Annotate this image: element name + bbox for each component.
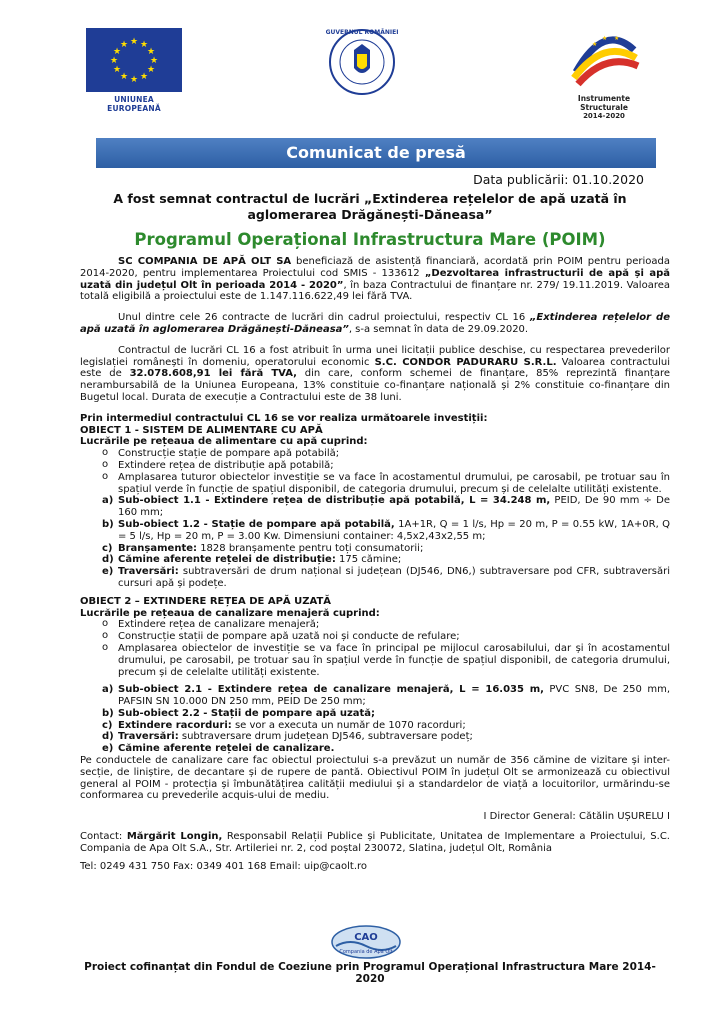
investments-intro: Prin intermediul contractului CL 16 se vor realiza următoarele investiții: [80,412,488,424]
item-text: 175 cămine; [335,554,402,566]
structural-instruments-icon [564,28,644,88]
item-title: Cămine aferente rețelei de distribuție: [118,554,336,566]
contact-line [80,831,670,855]
object2-heading: OBIECT 2 – EXTINDERE REȚEA DE APĂ UZATĂ [80,595,332,607]
item-letter: b) [102,707,114,719]
romanian-government-logo [326,24,398,104]
item-text: se vor a executa un număr de 1070 racorduri; [231,719,466,731]
contact-details: Responsabil Relații Publice și Publicitate, Unitatea de Implementare a Proiectului, S.C. Compania de Apa Olt S.A., Str. Artileriei nr. 2, cod poștal 230072, Slatina, județul Olt, România [80,831,670,854]
svg-text:★: ★ [139,72,149,82]
list-item [102,566,670,590]
cofinancing-footer: Proiect cofinanțat din Fondul de Coeziune prin Programul Operațional Infrastructura Mare 2014-2020 [84,961,656,985]
object2-bullets [80,619,670,678]
list-item [102,495,670,519]
publication-date: Data publicării: 01.10.2020 [473,172,644,187]
instrumente-structurale-logo [556,28,652,120]
eu-logo-caption: UNIUNEA EUROPEANĂ [107,95,161,113]
paragraph-text: beneficiază de asistență financiară, acordată prin POIM pentru perioada 2014-2020, pentru implementarea Proiectului cod SMIS - 133612 [80,256,670,279]
eu-logo [86,28,182,113]
item-title: Sub-obiect 2.2 - Stații de pompare apă uzată; [118,707,376,719]
paragraph-text: Unul dintre cele 26 contracte de lucrări din cadrul proiectului, respectiv CL 16 [118,312,530,324]
item-letter: a) [102,495,114,507]
director-signature: I Director General: Cătălin UȘURELU I [483,811,670,823]
list-item: o Amplasarea obiectelor de investiție se va face în principal pe mijlocul carosabilului, dar și în acostamentul drumului, pe carosabil, pe trotuar sau în spațiul verde în funcție de spațiul disponibil, de categoria drumului, precum și de celelalte utilități existente. [102,643,670,678]
item-text: subtraversare drum județean DJ546, subtraversare podeț; [178,731,473,743]
item-text: subtraversări de drum național si județean (DJ546, DN6,) subtraversare pod CFR, subtraversări cursuri apă și podețe. [118,566,670,589]
svg-text:★: ★ [119,40,129,50]
government-seal-icon [326,24,398,104]
list-item: o Construcție stații de pompare apă uzată noi și conducte de refulare; [102,631,670,643]
contract-value: 32.078.608,91 lei fără TVA, [129,368,297,380]
contact-label: Contact: [80,831,127,843]
contact-name: Mărgărit Longin, [126,831,223,843]
svg-text:★: ★ [602,35,608,42]
object1-bullets [80,448,670,495]
company-name: SC COMPANIA DE APĂ OLT SA [118,256,292,267]
list-item [102,731,670,743]
paragraph-text: Contractul de lucrări CL 16 a fost atribuit în urma unei licitații publice deschise, cu respectarea prevederilor legislației românești în domeniu, operatorului economic [80,344,670,368]
svg-text:★: ★ [129,37,139,47]
page-title: A fost semnat contractul de lucrări „Extinderea rețelelor de apă uzată în aglomerarea Drăgănești-Dăneasa” [113,191,627,222]
svg-text:★: ★ [112,65,122,75]
item-letter: d) [102,731,114,743]
list-item [102,743,670,755]
paragraph-contract-signed [80,312,670,336]
eu-flag-icon [86,28,182,92]
svg-text:★: ★ [146,47,156,57]
list-item: o Amplasarea tuturor obiectelor investiție se va face în acostamentul drumului, pe carosabil, pe trotuar sau în spațiul verde în funcție de spațiul disponibil, de categoria drumului, precum și de celelalte utilități existente. [102,472,670,496]
item-letter: a) [102,684,114,696]
item-text: PVC SN8, De 250 mm, PAFSIN SN 10.000 DN 250 mm, PEID De 250 mm; [118,684,671,708]
list-item: o Extindere rețea de canalizare menajeră; [102,619,670,631]
cao-water-logo-icon [330,924,402,960]
item-title: Traversări: [118,566,179,578]
svg-text:★: ★ [109,56,119,66]
object1-heading: OBIECT 1 - SISTEM DE ALIMENTARE CU APĂ [80,424,323,436]
svg-text:★: ★ [119,72,129,82]
object1-subheading: Lucrările pe rețeaua de alimentare cu apă cuprind: [80,436,368,448]
is-caption: Instrumente Structurale [577,94,631,112]
item-title: Sub-obiect 1.1 - Extindere rețea de distribuție apă potabilă, L = 34.248 m, [118,495,551,507]
list-item: o Construcție stație de pompare apă potabilă; [102,448,670,460]
paragraph-beneficiary [80,256,670,303]
item-letter: b) [102,518,114,530]
list-item [102,554,670,566]
list-item [102,543,670,555]
object1-items [80,495,670,589]
item-title: Sub-obiect 2.1 - Extindere rețea de canalizare menajeră, L = 16.035 m, [118,684,544,696]
paragraph-text: Valoarea contractului este de [80,356,670,380]
contractor-name: S.C. CONDOR PADURARU S.R.L. [374,356,557,368]
item-letter: e) [102,743,114,755]
list-item [102,720,670,732]
item-title: Branșamente: [118,542,198,554]
paragraph-text: din care, conform schemei de finanțare, 85% reprezintă finanțare nerambursabilă de la Uniunea Europeana, 13% constituie co-finanțare națională și 2% constituie co-finanțare din Bugetul local. Durata de execuție a Contractului este de 38 luni. [80,368,670,403]
item-text: PEID, De 90 mm ÷ De 160 mm; [118,495,670,519]
cao-caption: Compania de Apa Olt [339,949,393,955]
list-item: o Extindere rețea de distribuție apă potabilă; [102,460,670,472]
item-letter: e) [102,566,114,578]
svg-text:★: ★ [112,47,122,57]
paragraph-contract-award [80,345,670,404]
contact-block [80,831,670,872]
object2-subheading: Lucrările pe rețeaua de canalizare menajeră cuprind: [80,607,380,619]
list-item [102,519,670,543]
contract-name: „Extinderea rețelelor de apă uzată în aglomerarea Drăgănești-Dăneasa” [80,312,670,335]
contact-phone-line: Tel: 0249 431 750 Fax: 0349 401 168 Email: uip@caolt.ro [80,860,368,872]
paragraph-text: , în baza Contractului de finanțare nr. 279/ 19.11.2019. Valoarea totală eligibilă a proiectului este de 1.147.116.622,49 lei fără TVA. [80,279,670,303]
closing-paragraph: Pe conductele de canalizare care fac obiectul proiectului s-a prevăzut un număr de 356 cămine de vizitare și inter-secție, de liniștire, de decantare și de rupere de pantă. Obiectivul POIM în județul Olt se armonizează cu obiectivul general al POIM - protecția și îmbunătățirea calității mediului și a standardelor de viață a locuitorilor, urmărindu-se conformarea cu prevederile acquis-ului de mediu. [80,755,670,802]
item-title: Sub-obiect 1.2 - Stație de pompare apă potabilă, [118,518,395,530]
object2-items [80,684,670,755]
item-letter: d) [102,554,114,566]
cao-text: CAO [354,932,378,943]
list-item [102,708,670,720]
list-item [102,684,670,708]
svg-text:★: ★ [139,40,149,50]
item-text: 1A+1R, Q = 1 l/s, Hp = 20 m, P = 0.55 kW, 1A+0R, Q = 5 l/s, Hp = 20 m, P = 3.00 Kw. Dimensiuni container: 4,5x2,43x2,55 m; [118,518,671,542]
compania-apa-olt-logo [330,924,402,960]
svg-text:★: ★ [129,75,139,85]
gov-caption: GUVERNUL ROMÂNIEI [326,29,398,36]
svg-text:★: ★ [614,35,620,42]
project-name: „Dezvoltarea infrastructurii de apă și apă uzată din județul Olt în perioada 2014 - 2020” [80,267,670,291]
press-release-body [80,256,670,872]
is-years: 2014-2020 [583,112,625,120]
svg-text:★: ★ [149,56,159,66]
item-title: Cămine aferente rețelei de canalizare. [118,743,335,755]
item-letter: c) [102,719,113,731]
item-letter: c) [102,542,113,554]
paragraph-text: , s-a semnat în data de 29.09.2020. [348,323,529,335]
item-title: Traversări: [118,731,179,743]
svg-text:★: ★ [146,65,156,75]
program-subtitle: Programul Operațional Infrastructura Mare (POIM) [134,230,606,249]
item-text: 1828 branșamente pentru toți consumatorii; [197,542,424,554]
svg-text:★: ★ [592,41,598,48]
item-title: Extindere racorduri: [118,719,232,731]
press-release-banner: Comunicat de presă [96,138,656,168]
